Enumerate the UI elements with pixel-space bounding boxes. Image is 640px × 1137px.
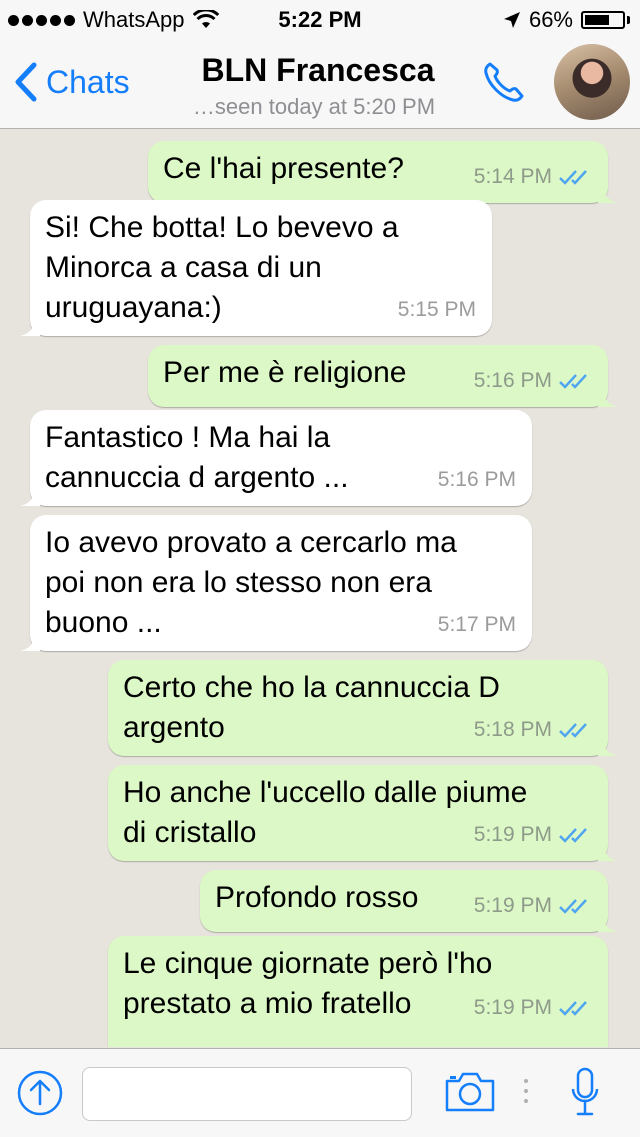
read-receipt-icon bbox=[558, 372, 592, 390]
bubble-tail bbox=[598, 387, 618, 407]
microphone-button[interactable] bbox=[570, 1067, 600, 1124]
message-meta bbox=[474, 361, 592, 401]
message-meta bbox=[398, 290, 476, 330]
message-meta bbox=[474, 710, 592, 750]
message-bubble-outgoing[interactable] bbox=[108, 660, 608, 756]
message-text: Per me è religione bbox=[163, 356, 407, 389]
bubble-tail bbox=[598, 736, 618, 756]
message-time: 5:17 PM bbox=[437, 613, 516, 636]
back-label: Chats bbox=[46, 63, 130, 100]
carrier-label: WhatsApp bbox=[83, 7, 185, 32]
message-meta bbox=[438, 605, 516, 645]
message-time: 5:19 PM bbox=[473, 996, 552, 1019]
status-bar bbox=[0, 0, 640, 40]
message-bubble-incoming[interactable] bbox=[30, 410, 532, 506]
camera-icon bbox=[444, 1071, 496, 1113]
message-time: 5:19 PM bbox=[473, 894, 552, 917]
camera-button[interactable] bbox=[444, 1071, 496, 1118]
message-bubble-outgoing[interactable] bbox=[108, 936, 608, 1047]
message-meta bbox=[474, 815, 592, 855]
message-bubble-outgoing[interactable] bbox=[200, 870, 608, 932]
message-bubble-outgoing[interactable] bbox=[148, 345, 608, 407]
bubble-tail bbox=[598, 183, 618, 203]
message-text: Si! Che botta! Lo bevevo a Minorca a casa di un uruguayana:) bbox=[45, 211, 399, 324]
read-receipt-icon bbox=[558, 999, 592, 1017]
message-meta bbox=[474, 988, 592, 1028]
message-meta bbox=[474, 157, 592, 197]
message-bubble-incoming[interactable] bbox=[30, 515, 532, 651]
message-text: Fantastico ! Ma hai la cannuccia d argento ... bbox=[45, 421, 349, 494]
clock: 5:22 PM bbox=[278, 7, 362, 32]
contact-name[interactable]: BLN Francesca bbox=[201, 52, 435, 88]
bubble-tail bbox=[20, 631, 40, 651]
message-time: 5:19 PM bbox=[473, 823, 552, 846]
battery-fill bbox=[585, 15, 609, 25]
battery-percent: 66% bbox=[528, 7, 573, 32]
chat-header bbox=[0, 40, 640, 129]
call-button[interactable] bbox=[480, 58, 528, 111]
message-text: Le cinque giornate però l'ho prestato a mio fratello bbox=[123, 947, 493, 1020]
bubble-tail bbox=[598, 841, 618, 861]
message-time: 5:16 PM bbox=[473, 369, 552, 392]
message-time: 5:15 PM bbox=[397, 298, 476, 321]
message-bubble-outgoing[interactable] bbox=[148, 141, 608, 203]
message-time: 5:16 PM bbox=[437, 468, 516, 491]
message-list[interactable] bbox=[0, 129, 640, 1047]
message-input[interactable] bbox=[82, 1067, 412, 1121]
composer-bar bbox=[0, 1048, 640, 1137]
status-right bbox=[503, 7, 630, 33]
share-button[interactable] bbox=[16, 1069, 64, 1122]
message-text: Profondo rosso bbox=[215, 881, 419, 914]
message-meta bbox=[438, 460, 516, 500]
microphone-icon bbox=[570, 1067, 600, 1119]
bubble-tail bbox=[598, 912, 618, 932]
message-text: Ce l'hai presente? bbox=[163, 152, 404, 185]
location-arrow-icon bbox=[503, 11, 521, 29]
battery-icon bbox=[581, 11, 625, 29]
message-bubble-outgoing[interactable] bbox=[108, 765, 608, 861]
message-text: Io avevo provato a cercarlo ma poi non era lo stesso non era buono ... bbox=[45, 526, 457, 639]
phone-icon bbox=[480, 58, 528, 106]
avatar[interactable] bbox=[554, 44, 630, 120]
contact-status: …seen today at 5:20 PM bbox=[192, 94, 436, 119]
message-text: Certo che ho la cannuccia D argento bbox=[123, 671, 500, 744]
read-receipt-icon bbox=[558, 897, 592, 915]
message-time: 5:14 PM bbox=[473, 165, 552, 188]
read-receipt-icon bbox=[558, 826, 592, 844]
message-meta bbox=[474, 886, 592, 926]
message-time: 5:18 PM bbox=[473, 718, 552, 741]
message-bubble-incoming[interactable] bbox=[30, 200, 492, 336]
bubble-tail bbox=[20, 316, 40, 336]
bubble-tail bbox=[20, 486, 40, 506]
battery-tip bbox=[627, 16, 630, 24]
message-text: Ho anche l'uccello dalle piume di cristallo bbox=[123, 776, 528, 849]
more-options-icon[interactable] bbox=[524, 1079, 528, 1103]
upload-arrow-icon bbox=[16, 1069, 64, 1117]
read-receipt-icon bbox=[558, 168, 592, 186]
read-receipt-icon bbox=[558, 721, 592, 739]
